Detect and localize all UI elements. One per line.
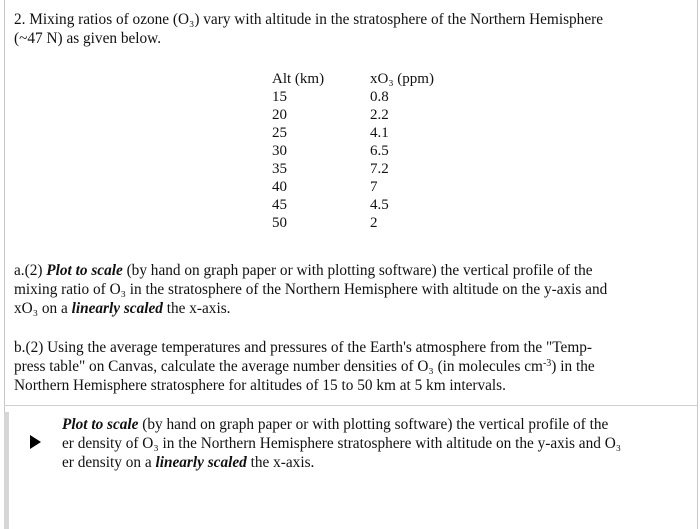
part-a-prefix: a.(2) — [14, 262, 47, 279]
part-c-emphasis-linear: linearly scaled — [155, 454, 247, 471]
xo3-cell: 2 — [370, 215, 378, 231]
table-row — [272, 88, 470, 106]
question-line-2: (~47 N) as given below. — [14, 30, 162, 47]
part-b-text: press table" on Canvas, calculate the average number densities of O₃ (in molecules cm — [14, 358, 543, 375]
header-alt: Alt (km) — [272, 71, 325, 87]
part-a-text: (by hand on graph paper or with plotting software) the vertical profile of the — [122, 262, 593, 279]
table-row — [272, 160, 470, 178]
part-b-text: ) in the — [551, 358, 595, 375]
part-b-line-1: b.(2) Using the average temperatures and pressures of the Earth's atmosphere from the "Temp- — [14, 339, 592, 356]
part-a-emphasis-plot: Plot to scale — [46, 262, 123, 279]
alt-cell: 20 — [272, 107, 287, 123]
part-a-line-2: mixing ratio of O₃ in the stratosphere of the Northern Hemisphere with altitude on the y-axis and — [14, 281, 608, 298]
ozone-table — [272, 70, 470, 232]
table-row — [272, 124, 470, 142]
table-row — [272, 142, 470, 160]
alt-cell: 40 — [272, 179, 287, 195]
question-line-1: 2. Mixing ratios of ozone (O₃) vary with altitude in the stratosphere of the Northern Hemisphere — [14, 11, 604, 28]
part-a-emphasis-linear: linearly scaled — [71, 300, 163, 317]
part-c-line-2: er density of O₃ in the Northern Hemisphere stratosphere with altitude on the y-axis and O₃ — [62, 435, 622, 452]
xo3-cell: 7.2 — [370, 161, 389, 177]
part-c-text: (by hand on graph paper or with plotting software) the vertical profile of the — [138, 416, 609, 433]
table-row — [272, 196, 470, 214]
collapsed-section-bar — [4, 412, 9, 529]
alt-cell: 30 — [272, 143, 287, 159]
table-header — [272, 70, 470, 88]
part-c-line-1 — [62, 416, 608, 434]
table-row — [272, 214, 470, 232]
part-a-text: xO₃ on a — [14, 300, 72, 317]
part-c-emphasis-plot: Plot to scale — [62, 416, 139, 433]
table-row — [272, 178, 470, 196]
part-a-line-1 — [14, 262, 593, 280]
xo3-cell: 2.2 — [370, 107, 389, 123]
part-c-text: the x-axis. — [246, 454, 315, 471]
table-row — [272, 106, 470, 124]
alt-cell: 45 — [272, 197, 287, 213]
header-xo3: xO₃ (ppm) — [370, 71, 434, 87]
alt-cell: 25 — [272, 125, 287, 141]
xo3-cell: 6.5 — [370, 143, 389, 159]
part-a-line-3 — [14, 300, 230, 318]
xo3-cell: 4.5 — [370, 197, 389, 213]
alt-cell: 50 — [272, 215, 287, 231]
part-a-text: the x-axis. — [162, 300, 231, 317]
xo3-cell: 7 — [370, 179, 378, 195]
part-b-superscript: -3 — [542, 358, 552, 369]
part-c-text: er density on a — [62, 454, 156, 471]
alt-cell: 15 — [272, 89, 287, 105]
play-icon[interactable] — [30, 435, 41, 449]
xo3-cell: 4.1 — [370, 125, 389, 141]
alt-cell: 35 — [272, 161, 287, 177]
part-c-line-3 — [62, 454, 314, 472]
part-b-line-2 — [14, 358, 595, 376]
xo3-cell: 0.8 — [370, 89, 389, 105]
section-divider — [4, 405, 698, 406]
part-b-line-3: Northern Hemisphere stratosphere for altitudes of 15 to 50 km at 5 km intervals. — [14, 377, 506, 394]
